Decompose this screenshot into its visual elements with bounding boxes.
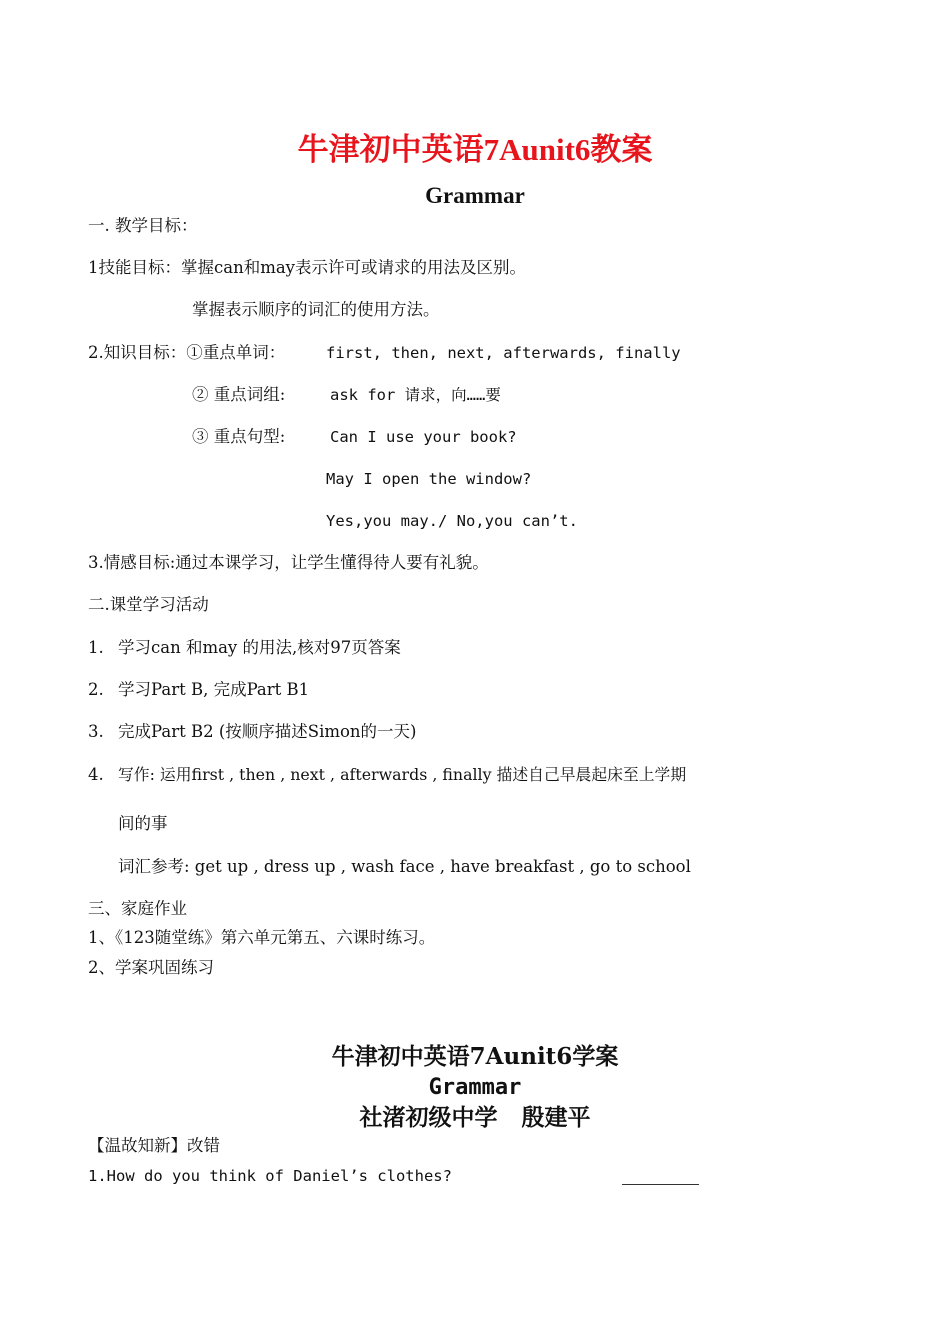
lesson-plan-title: 牛津初中英语7Aunit6教案	[297, 132, 653, 167]
section-3-heading: 三、家庭作业	[88, 899, 187, 918]
key-phrases: ask for 请求，向……要	[330, 386, 501, 404]
activity-4-line-1: 写作: 运用first , then , next , afterwards , finally 描述自己早晨起床至上学期	[118, 765, 687, 784]
key-sentences-label: ③ 重点句型:	[192, 427, 286, 446]
study-sheet-title: 牛津初中英语7Aunit6学案	[331, 1043, 619, 1070]
vocabulary-reference: 词汇参考: get up , dress up , wash face , have breakfast , go to school	[118, 857, 691, 876]
section-1-heading: 一. 教学目标：	[88, 216, 198, 235]
homework-1: 1、《123随堂练》第六单元第五、六课时练习。	[88, 928, 436, 947]
review-question-1: 1.How do you think of Daniel’s clothes?	[88, 1167, 452, 1185]
key-sentence-1: Can I use your book?	[330, 428, 517, 446]
activity-1-number: 1.	[88, 638, 104, 657]
answer-blank	[622, 1184, 699, 1185]
activity-2-number: 2.	[88, 680, 104, 699]
activity-4-line-2: 间的事	[118, 814, 168, 833]
key-phrases-label: ② 重点词组:	[192, 385, 286, 404]
activity-4-number: 4.	[88, 765, 104, 784]
activity-3: 完成Part B2 (按顺序描述Simon的一天)	[118, 722, 417, 741]
activity-1: 学习can 和may 的用法,核对97页答案	[118, 638, 401, 657]
key-sentence-3: Yes,you may./ No,you can’t.	[326, 512, 578, 530]
section-2-heading: 二.课堂学习活动	[88, 595, 209, 614]
key-sentence-2: May I open the window?	[326, 470, 532, 488]
lesson-plan-subtitle: Grammar	[425, 183, 525, 208]
study-sheet-author: 社渚初级中学 殷建平	[359, 1104, 591, 1131]
review-heading: 【温故知新】改错	[88, 1136, 220, 1155]
activity-2: 学习Part B, 完成Part B1	[118, 680, 310, 699]
homework-2: 2、学案巩固练习	[88, 958, 214, 977]
activity-3-number: 3.	[88, 722, 104, 741]
study-sheet-subtitle: Grammar	[428, 1075, 522, 1100]
key-words: first, then, next, afterwards, finally	[326, 344, 681, 362]
knowledge-goal-label: 2.知识目标：①重点单词：	[88, 343, 286, 362]
skill-goal-line-2: 掌握表示顺序的词汇的使用方法。	[192, 300, 440, 319]
skill-goal-line-1: 1技能目标：掌握can和may表示许可或请求的用法及区别。	[88, 258, 527, 277]
emotion-goal: 3.情感目标:通过本课学习，让学生懂得待人要有礼貌。	[88, 553, 489, 572]
